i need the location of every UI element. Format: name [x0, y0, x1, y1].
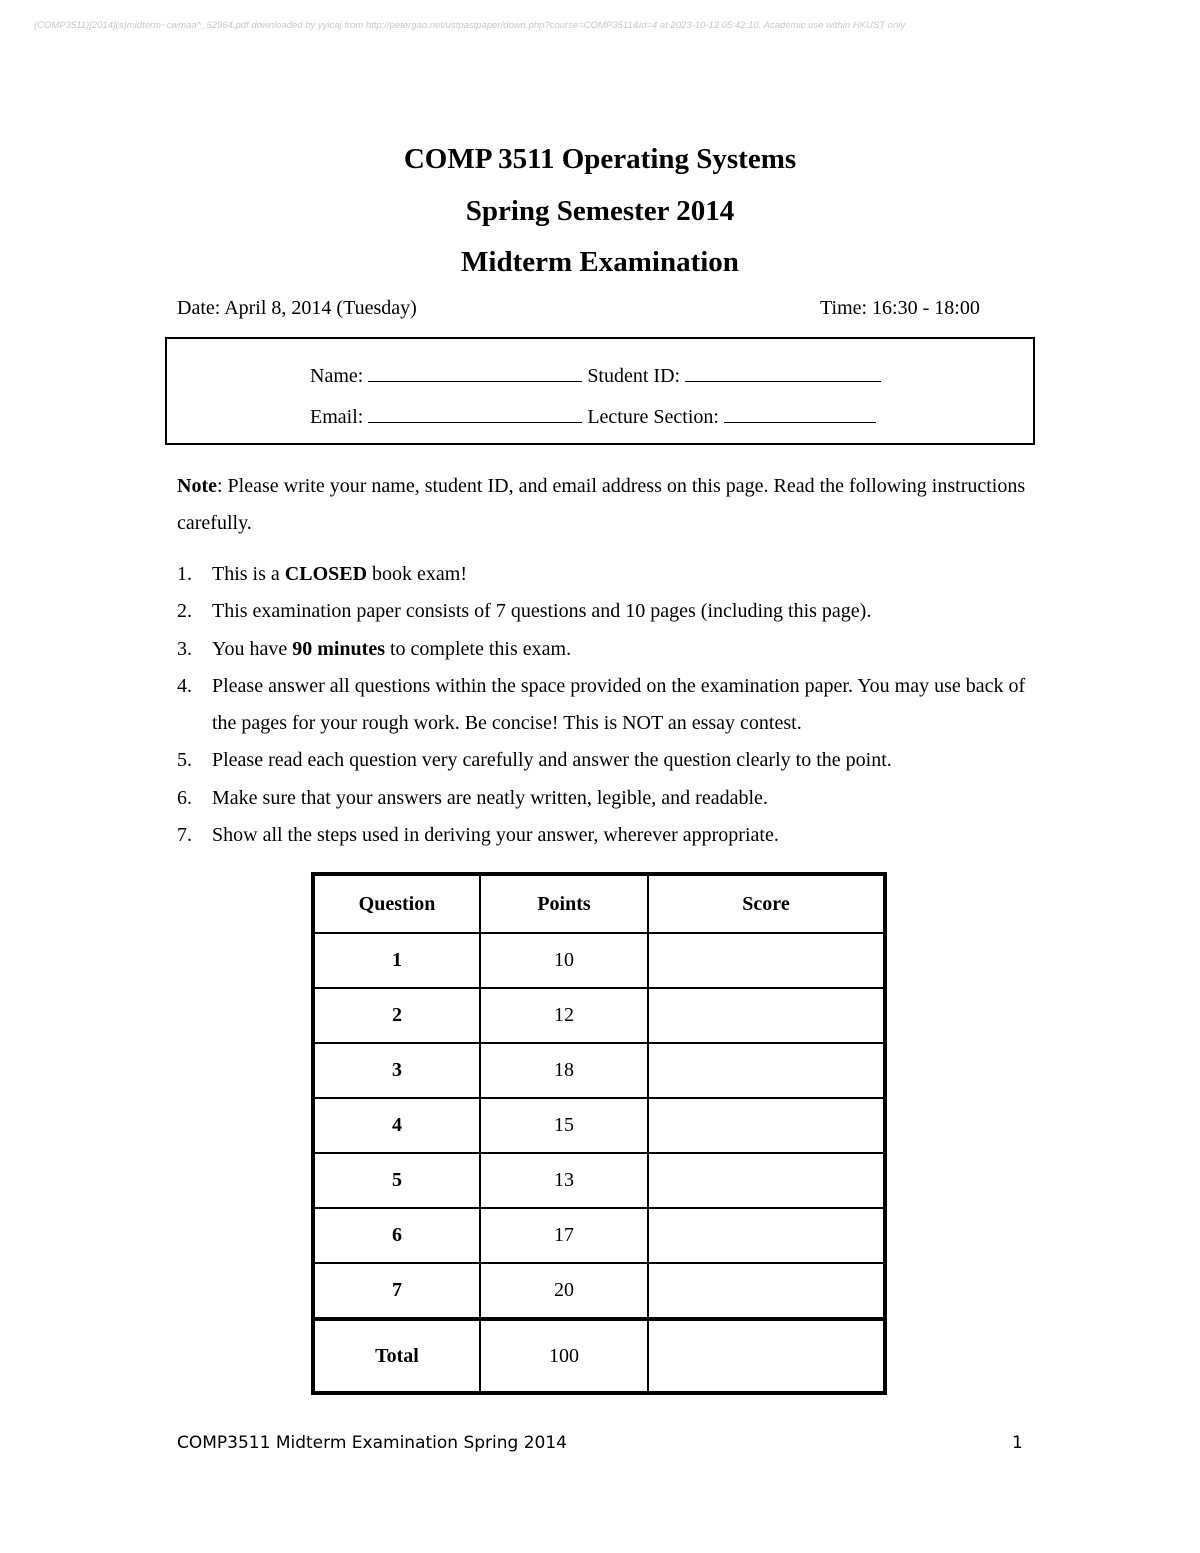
question-points: 10 [480, 933, 648, 988]
semester-title: Spring Semester 2014 [465, 195, 735, 227]
total-score-cell[interactable] [648, 1319, 885, 1393]
exam-date: Date: April 8, 2014 (Tuesday) [177, 297, 417, 319]
email-label: Email: [310, 406, 364, 428]
email-field[interactable] [368, 404, 582, 423]
name-label: Name: [310, 365, 364, 387]
total-label: Total [313, 1319, 480, 1393]
header-question: Question [313, 874, 480, 933]
course-title: COMP 3511 Operating Systems [403, 143, 797, 175]
table-row [313, 1153, 885, 1208]
score-table [311, 872, 887, 1395]
student-id-label: Student ID: [587, 365, 681, 387]
table-row [313, 1043, 885, 1098]
score-cell[interactable] [648, 1263, 885, 1319]
exam-title: Midterm Examination [461, 246, 739, 278]
question-number: 5 [313, 1153, 480, 1208]
note-paragraph [177, 468, 1027, 542]
score-cell[interactable] [648, 1208, 885, 1263]
question-number: 2 [313, 988, 480, 1043]
table-row [313, 933, 885, 988]
lecture-section-field[interactable] [724, 404, 876, 423]
question-number: 7 [313, 1263, 480, 1319]
note-text: : Please write your name, student ID, and email address on this page. Read the following instructions carefully. [177, 475, 1026, 534]
question-number: 4 [313, 1098, 480, 1153]
list-item: 1. This is a CLOSED book exam! [177, 563, 468, 585]
table-row [313, 1098, 885, 1153]
list-item: 7. Show all the steps used in deriving your answer, wherever appropriate. [177, 824, 779, 847]
question-points: 15 [480, 1098, 648, 1153]
page-number: 1 [1012, 1433, 1023, 1453]
question-number: 6 [313, 1208, 480, 1263]
question-number: 1 [313, 933, 480, 988]
student-id-field[interactable] [685, 363, 881, 382]
question-points: 20 [480, 1263, 648, 1319]
table-row [313, 1208, 885, 1263]
score-cell[interactable] [648, 1153, 885, 1208]
page-footer: COMP3511 Midterm Examination Spring 2014 [177, 1433, 567, 1453]
note-label: Note [177, 475, 217, 497]
table-row [313, 1263, 885, 1319]
question-points: 18 [480, 1043, 648, 1098]
question-points: 13 [480, 1153, 648, 1208]
total-points: 100 [480, 1319, 648, 1393]
list-item: 3. You have 90 minutes to complete this exam. [177, 637, 572, 660]
table-row [313, 988, 885, 1043]
question-number: 3 [313, 1043, 480, 1098]
email-section-line [310, 404, 876, 429]
question-points: 12 [480, 988, 648, 1043]
list-item: 5. Please read each question very carefully and answer the question clearly to the point. [177, 749, 892, 772]
question-points: 17 [480, 1208, 648, 1263]
header-score: Score [648, 874, 885, 933]
score-cell[interactable] [648, 1098, 885, 1153]
download-watermark: (COMP3511)[2014](s)midterm~cwmaa^_52964.pdf downloaded by yylcaj from http://petergao.net/ustpastpaper/down.php?course=COMP3511&id=4 at 2023-10-12 05:42:10. Academic use within HKUST only [34, 20, 906, 31]
header-points: Points [480, 874, 648, 933]
table-header-row [313, 874, 885, 933]
score-cell[interactable] [648, 988, 885, 1043]
instructions-list [177, 556, 1037, 854]
list-item: 2. This examination paper consists of 7 questions and 10 pages (including this page). [177, 600, 872, 623]
name-id-line [310, 363, 881, 388]
list-item: 6. Make sure that your answers are neatly written, legible, and readable. [177, 786, 768, 809]
exam-time: Time: 16:30 - 18:00 [820, 297, 980, 319]
score-cell[interactable] [648, 933, 885, 988]
total-row [313, 1319, 885, 1393]
score-cell[interactable] [648, 1043, 885, 1098]
list-item: 4. Please answer all questions within the space provided on the examination paper. You may use back of the pages for your rough work. Be concise! This is NOT an essay contest. [177, 674, 1026, 735]
lecture-section-label: Lecture Section: [587, 406, 719, 428]
student-info-box [165, 337, 1035, 445]
name-field[interactable] [368, 363, 582, 382]
